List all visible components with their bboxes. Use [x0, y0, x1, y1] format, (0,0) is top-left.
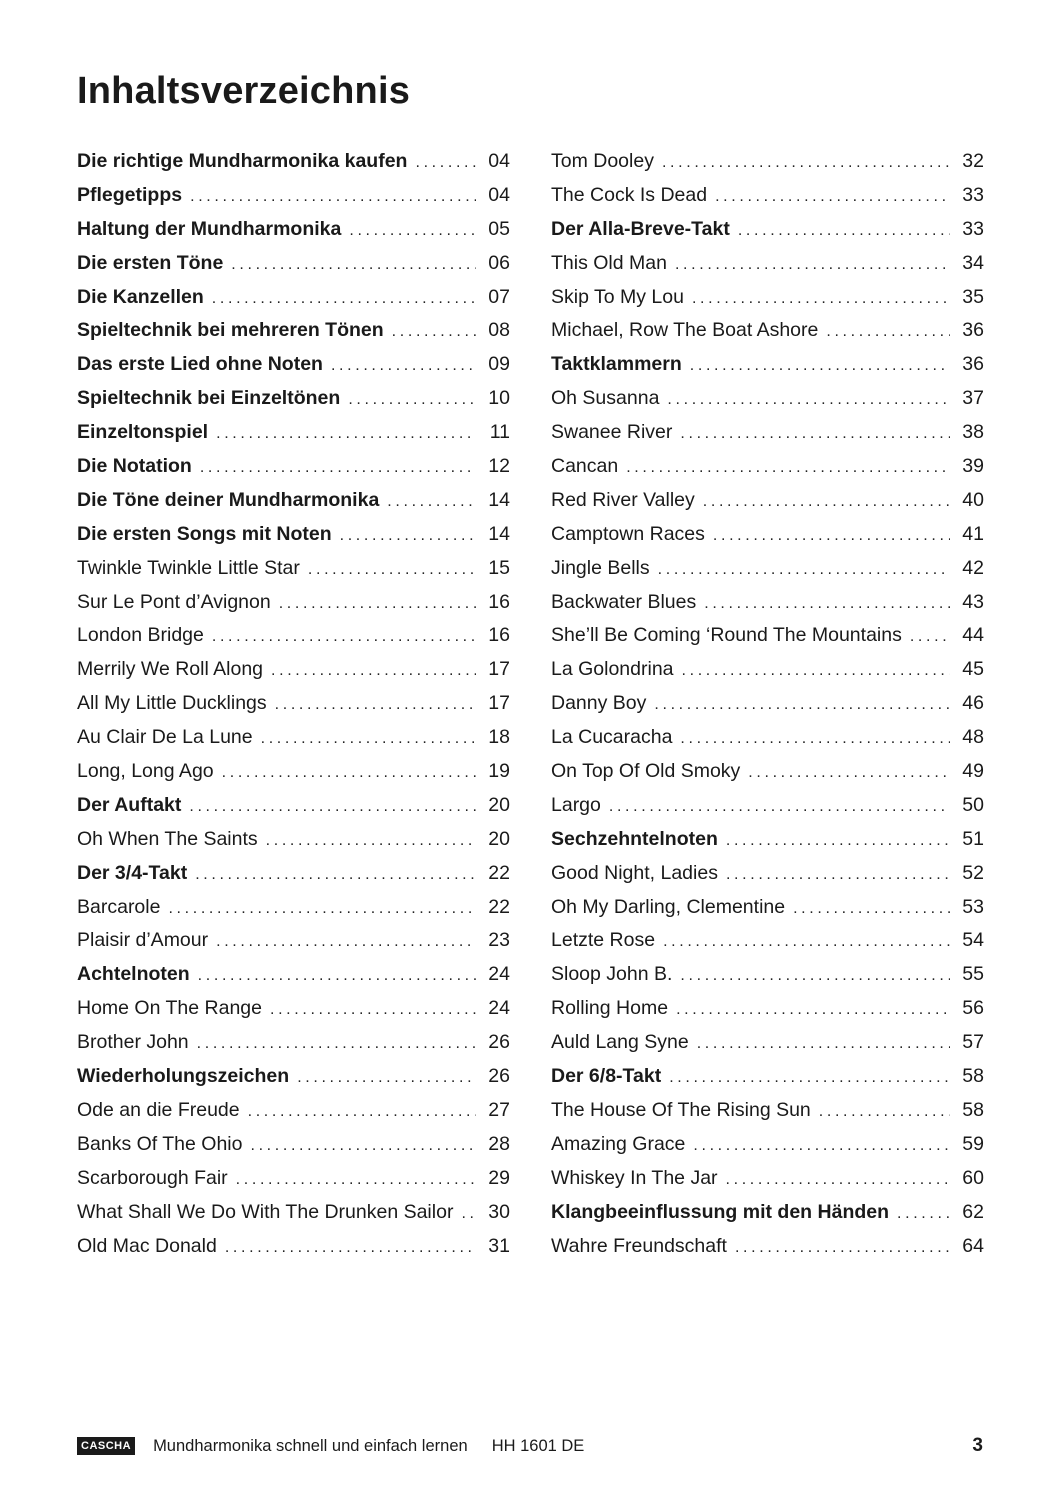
toc-entry-title: She’ll Be Coming ‘Round The Mountains	[551, 624, 902, 647]
toc-entry	[551, 823, 984, 857]
toc-entry-title: Oh When The Saints	[77, 827, 258, 850]
toc-entry-title: On Top Of Old Smoky	[551, 760, 741, 783]
toc-entry-page: 52	[962, 861, 984, 884]
dot-leader	[225, 1231, 476, 1265]
dot-leader	[669, 1061, 950, 1095]
dot-leader	[197, 1027, 476, 1061]
toc-entry-page: 06	[488, 251, 510, 274]
toc-entry	[551, 1026, 984, 1060]
toc-entry-title: Haltung der Mundharmonika	[77, 217, 342, 240]
toc-entry	[77, 552, 510, 586]
toc-entry	[77, 857, 510, 891]
toc-entry	[77, 382, 510, 416]
toc-entry	[77, 348, 510, 382]
toc-entry	[551, 314, 984, 348]
toc-entry-page: 08	[488, 319, 510, 342]
dot-leader	[676, 993, 950, 1027]
toc-entry-title: La Cucaracha	[551, 726, 673, 749]
toc-entry	[551, 755, 984, 789]
toc-entry-page: 33	[962, 217, 984, 240]
toc-entry-title: Wiederholungszeichen	[77, 1065, 290, 1088]
toc-entry-page: 33	[962, 183, 984, 206]
toc-entry-title: Der Alla-Breve-Takt	[551, 217, 730, 240]
dot-leader	[190, 180, 476, 214]
toc-entry-page: 22	[488, 895, 510, 918]
toc-entry-title: Oh Susanna	[551, 387, 660, 410]
toc-entry-title: Die Kanzellen	[77, 285, 204, 308]
toc-entry-title: Barcarole	[77, 895, 161, 918]
toc-entry	[551, 721, 984, 755]
dot-leader	[680, 959, 950, 993]
dot-leader	[279, 587, 476, 621]
dot-leader	[826, 315, 950, 349]
toc-entry-page: 30	[488, 1200, 510, 1223]
toc-entry-page: 49	[962, 760, 984, 783]
toc-entry	[551, 382, 984, 416]
toc-entry-title: Sechzehntelnoten	[551, 827, 718, 850]
toc-entry-title: Old Mac Donald	[77, 1234, 217, 1257]
toc-entry-title: Sur Le Pont d’Avignon	[77, 590, 271, 613]
toc-entry	[551, 1162, 984, 1196]
dot-leader	[704, 587, 950, 621]
toc-entry-page: 24	[488, 963, 510, 986]
toc-entry	[77, 281, 510, 315]
toc-entry-title: Die ersten Töne	[77, 251, 224, 274]
toc-entry	[551, 1128, 984, 1162]
toc-entry	[77, 789, 510, 823]
toc-entry-title: Die ersten Songs mit Noten	[77, 522, 332, 545]
toc-entry-title: Spieltechnik bei Einzeltönen	[77, 387, 341, 410]
dot-leader	[626, 451, 950, 485]
toc-entry	[77, 619, 510, 653]
toc-entry-title: What Shall We Do With The Drunken Sailor	[77, 1200, 454, 1223]
toc-entry-page: 58	[962, 1065, 984, 1088]
toc-entry-page: 26	[488, 1065, 510, 1088]
toc-entry-page: 07	[488, 285, 510, 308]
dot-leader	[897, 1197, 950, 1231]
toc-entry-page: 31	[488, 1234, 510, 1257]
dot-leader	[415, 146, 476, 180]
dot-leader	[819, 1095, 950, 1129]
toc-entry	[551, 891, 984, 925]
dot-leader	[680, 722, 950, 756]
toc-entry-page: 12	[488, 455, 510, 478]
toc-entry-title: Long, Long Ago	[77, 760, 214, 783]
toc-entry-page: 15	[488, 556, 510, 579]
toc-entry-page: 59	[962, 1132, 984, 1155]
toc-entry-page: 14	[488, 522, 510, 545]
toc-entry	[551, 450, 984, 484]
toc-entry-title: Whiskey In The Jar	[551, 1166, 718, 1189]
toc-entry	[551, 1230, 984, 1264]
dot-leader	[703, 485, 950, 519]
toc-entry-page: 44	[962, 624, 984, 647]
toc-entry	[551, 213, 984, 247]
toc-entry	[551, 653, 984, 687]
dot-leader	[275, 688, 476, 722]
toc-entry-page: 14	[488, 488, 510, 511]
toc-entry	[77, 924, 510, 958]
toc-entry-title: Der 6/8-Takt	[551, 1065, 662, 1088]
toc-entry-title: Rolling Home	[551, 997, 669, 1020]
book-title: Mundharmonika schnell und einfach lernen	[153, 1436, 468, 1455]
toc-entry	[551, 857, 984, 891]
toc-entry-title: Backwater Blues	[551, 590, 697, 613]
dot-leader	[680, 417, 950, 451]
toc-entry-title: All My Little Ducklings	[77, 692, 267, 715]
toc-entry-title: La Golondrina	[551, 658, 674, 681]
toc-entry-page: 20	[488, 793, 510, 816]
toc-entry-title: Camptown Races	[551, 522, 705, 545]
toc-entry-title: Sloop John B.	[551, 963, 673, 986]
dot-leader	[690, 349, 950, 383]
toc-entry	[551, 789, 984, 823]
dot-leader	[713, 519, 950, 553]
toc-entry	[551, 518, 984, 552]
toc-entry-title: Auld Lang Syne	[551, 1031, 689, 1054]
dot-leader	[697, 1027, 950, 1061]
dot-leader	[609, 790, 950, 824]
toc-entry-page: 34	[962, 251, 984, 274]
toc-entry	[77, 586, 510, 620]
toc-entry-page: 24	[488, 997, 510, 1020]
toc-entry-title: Scarborough Fair	[77, 1166, 228, 1189]
dot-leader	[248, 1095, 476, 1129]
dot-leader	[231, 248, 476, 282]
book-code: HH 1601 DE	[491, 1436, 585, 1455]
dot-leader	[331, 349, 476, 383]
toc-entry-title: Largo	[551, 793, 601, 816]
toc-entry-title: Letzte Rose	[551, 929, 656, 952]
toc-entry-page: 51	[962, 827, 984, 850]
toc-entry	[77, 1162, 510, 1196]
dot-leader	[349, 214, 476, 248]
toc-entry-page: 17	[488, 692, 510, 715]
toc-entry	[77, 450, 510, 484]
toc-entry	[77, 1196, 510, 1230]
dot-leader	[198, 959, 476, 993]
dot-leader	[270, 993, 476, 1027]
toc-entry-title: Wahre Freundschaft	[551, 1234, 727, 1257]
toc-entry-page: 09	[488, 353, 510, 376]
toc-entry	[77, 721, 510, 755]
dot-leader	[392, 315, 476, 349]
toc-entry-title: Die Notation	[77, 455, 192, 478]
toc-entry	[551, 281, 984, 315]
toc-entry-page: 18	[488, 726, 510, 749]
toc-entry-title: Einzeltonspiel	[77, 421, 209, 444]
dot-leader	[168, 892, 476, 926]
toc-entry	[77, 687, 510, 721]
toc-entry	[551, 145, 984, 179]
toc-entry-page: 27	[488, 1098, 510, 1121]
toc-entry-title: Die richtige Mundharmonika kaufen	[77, 150, 408, 172]
toc-entry-page: 46	[962, 692, 984, 715]
toc-entry-title: The House Of The Rising Sun	[551, 1098, 811, 1121]
toc-entry-page: 17	[488, 658, 510, 681]
toc-entry	[77, 213, 510, 247]
toc-entry-title: Oh My Darling, Clementine	[551, 895, 786, 918]
dot-leader	[793, 892, 950, 926]
toc-entry-page: 29	[488, 1166, 510, 1189]
toc-entry-title: Twinkle Twinkle Little Star	[77, 556, 300, 579]
dot-leader	[222, 756, 476, 790]
toc-entry-page: 42	[962, 556, 984, 579]
toc-entry	[551, 1060, 984, 1094]
toc-entry	[551, 586, 984, 620]
dot-leader	[735, 1231, 950, 1265]
toc-entry	[551, 247, 984, 281]
toc-entry-title: Jingle Bells	[551, 556, 650, 579]
toc-entry-title: Die Töne deiner Mundharmonika	[77, 488, 380, 511]
toc-entry-title: Skip To My Lou	[551, 285, 684, 308]
toc-entry-title: Swanee River	[551, 421, 673, 444]
dot-leader	[675, 248, 950, 282]
toc-entry-title: Good Night, Ladies	[551, 861, 718, 884]
dot-leader	[667, 383, 950, 417]
toc-entry-page: 19	[488, 760, 510, 783]
toc-entry-page: 16	[488, 590, 510, 613]
dot-leader	[748, 756, 950, 790]
toc-entry-title: The Cock Is Dead	[551, 183, 708, 206]
toc-entry	[77, 1128, 510, 1162]
toc-entry	[551, 958, 984, 992]
toc-entry-title: Merrily We Roll Along	[77, 658, 264, 681]
toc-entry-page: 26	[488, 1031, 510, 1054]
page-title: Inhaltsverzeichnis	[77, 70, 411, 112]
toc-entry	[77, 958, 510, 992]
toc-entry-title: Home On The Range	[77, 997, 262, 1020]
page-footer	[77, 1434, 983, 1458]
dot-leader	[189, 790, 476, 824]
dot-leader	[308, 553, 476, 587]
toc-entry-title: Das erste Lied ohne Noten	[77, 353, 323, 376]
toc-entry-page: 54	[962, 929, 984, 952]
toc-entry	[77, 145, 510, 179]
dot-leader	[662, 146, 950, 180]
toc-entry-page: 56	[962, 997, 984, 1020]
dot-leader	[726, 824, 950, 858]
toc-entry-page: 62	[962, 1200, 984, 1223]
toc-entry	[77, 1026, 510, 1060]
toc-entry	[551, 484, 984, 518]
toc-entry	[77, 891, 510, 925]
toc-entry-page: 53	[962, 895, 984, 918]
toc-entry-page: 32	[962, 150, 984, 172]
toc-entry-page: 43	[962, 590, 984, 613]
toc-entry	[77, 823, 510, 857]
toc-entry-title: Cancan	[551, 455, 619, 478]
toc-entry	[77, 1230, 510, 1264]
toc-entry	[77, 247, 510, 281]
toc-entry	[551, 179, 984, 213]
toc-entry	[551, 416, 984, 450]
dot-leader	[216, 925, 476, 959]
toc-entry	[551, 348, 984, 382]
toc-entry-title: Ode an die Freude	[77, 1098, 240, 1121]
toc-entry-title: Pflegetipps	[77, 183, 183, 206]
dot-leader	[682, 654, 950, 688]
toc-entry	[77, 653, 510, 687]
toc-entry	[77, 314, 510, 348]
toc-entry-title: Banks Of The Ohio	[77, 1132, 243, 1155]
toc-entry	[551, 924, 984, 958]
toc-entry-page: 22	[488, 861, 510, 884]
toc-entry	[77, 484, 510, 518]
toc-entry	[551, 687, 984, 721]
toc-entry-title: Amazing Grace	[551, 1132, 686, 1155]
toc-entry-page: 57	[962, 1031, 984, 1054]
toc-entry	[77, 992, 510, 1026]
toc-entry	[551, 552, 984, 586]
toc-entry-page: 39	[962, 455, 984, 478]
toc-entry-title: Brother John	[77, 1031, 189, 1054]
dot-leader	[910, 620, 950, 654]
toc-entry-page: 37	[962, 387, 984, 410]
toc-entry-title: Red River Valley	[551, 488, 695, 511]
toc-entry-page: 05	[488, 217, 510, 240]
toc-entry-page: 20	[488, 827, 510, 850]
toc-entry-title: Plaisir d’Amour	[77, 929, 209, 952]
toc-entry-title: This Old Man	[551, 251, 667, 274]
toc-entry-title: Danny Boy	[551, 692, 647, 715]
toc-entry-page: 58	[962, 1098, 984, 1121]
toc-entry-title: Michael, Row The Boat Ashore	[551, 319, 819, 342]
dot-leader	[200, 451, 476, 485]
dot-leader	[692, 282, 950, 316]
toc-entry-page: 10	[488, 387, 510, 410]
toc-entry-page: 48	[962, 726, 984, 749]
toc-entry-page: 35	[962, 285, 984, 308]
toc-entry	[77, 518, 510, 552]
toc-entry-title: Tom Dooley	[551, 150, 654, 172]
toc-entry	[551, 619, 984, 653]
toc-entry	[551, 992, 984, 1026]
toc-entry	[77, 416, 510, 450]
dot-leader	[216, 417, 476, 451]
toc-entry-page: 60	[962, 1166, 984, 1189]
dot-leader	[663, 925, 950, 959]
toc-right-column	[551, 145, 984, 1263]
dot-leader	[250, 1129, 476, 1163]
toc-entry-page: 41	[962, 522, 984, 545]
toc-entry	[77, 1060, 510, 1094]
dot-leader	[297, 1061, 476, 1095]
dot-leader	[738, 214, 950, 248]
dot-leader	[658, 553, 950, 587]
dot-leader	[271, 654, 476, 688]
toc-entry-title: London Bridge	[77, 624, 204, 647]
dot-leader	[693, 1129, 950, 1163]
dot-leader	[340, 519, 476, 553]
toc-entry-page: 16	[488, 624, 510, 647]
toc-entry-page: 36	[962, 353, 984, 376]
dot-leader	[212, 620, 476, 654]
publisher-logo: CASCHA	[77, 1437, 135, 1455]
dot-leader	[261, 722, 476, 756]
toc-entry	[77, 179, 510, 213]
toc-entry-page: 40	[962, 488, 984, 511]
toc-entry-page: 50	[962, 793, 984, 816]
dot-leader	[726, 858, 950, 892]
dot-leader	[387, 485, 476, 519]
toc-entry-title: Klangbeeinflussung mit den Händen	[551, 1200, 890, 1223]
dot-leader	[195, 858, 476, 892]
page-number: 3	[972, 1435, 983, 1456]
toc-entry-page: 11	[489, 421, 510, 444]
dot-leader	[461, 1197, 476, 1231]
dot-leader	[236, 1163, 476, 1197]
toc-entry-title: Au Clair De La Lune	[77, 726, 253, 749]
toc-entry	[551, 1196, 984, 1230]
toc-entry-title: Spieltechnik bei mehreren Tönen	[77, 319, 384, 342]
dot-leader	[654, 688, 950, 722]
dot-leader	[715, 180, 950, 214]
toc-entry-page: 55	[962, 963, 984, 986]
dot-leader	[212, 282, 476, 316]
toc-entry-page: 28	[488, 1132, 510, 1155]
toc-entry-page: 04	[488, 183, 510, 206]
toc-entry-title: Taktklammern	[551, 353, 682, 376]
toc-entry-page: 45	[962, 658, 984, 681]
toc-entry	[77, 1094, 510, 1128]
toc-entry-page: 36	[962, 319, 984, 342]
dot-leader	[266, 824, 476, 858]
dot-leader	[726, 1163, 950, 1197]
toc-entry	[77, 755, 510, 789]
toc-entry-page: 23	[488, 929, 510, 952]
toc-entry-page: 04	[488, 150, 510, 172]
toc-entry-page: 64	[962, 1234, 984, 1257]
toc-entry-title: Achtelnoten	[77, 963, 190, 986]
toc-entry-title: Der 3/4-Takt	[77, 861, 188, 884]
toc-left-column	[77, 145, 510, 1263]
toc-entry-page: 38	[962, 421, 984, 444]
dot-leader	[348, 383, 476, 417]
toc-entry-title: Der Auftakt	[77, 793, 182, 816]
toc-entry	[551, 1094, 984, 1128]
